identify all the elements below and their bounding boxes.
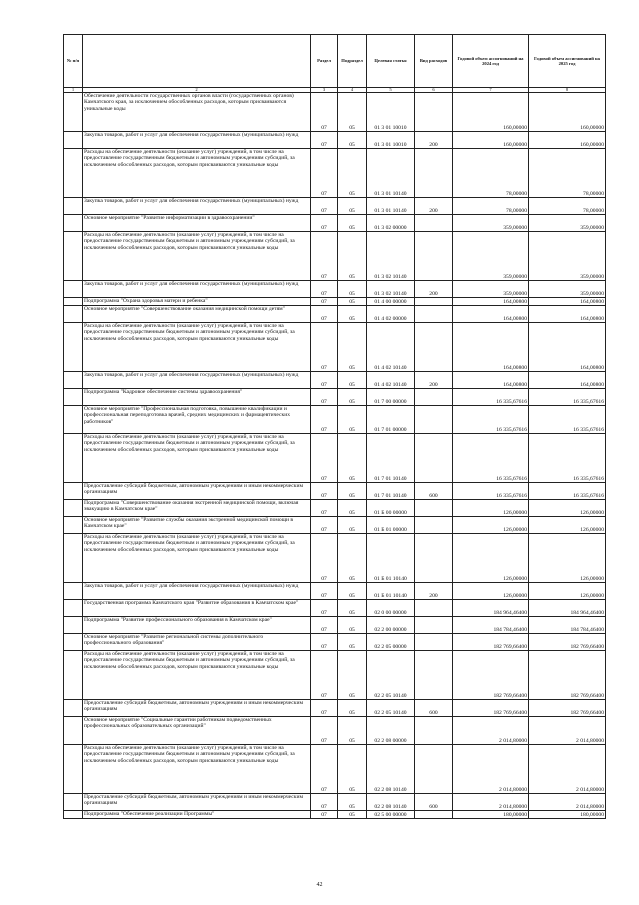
row-target-article: 01 7 01 10140 [367, 483, 415, 500]
row-expense-type: 600 [415, 794, 453, 811]
table-row [64, 583, 606, 600]
row-name: Основное мероприятие "Совершенствование оказания медицинской помощи детям" [83, 306, 311, 323]
column-number: 4 [338, 88, 367, 93]
row-volume-2024: 126,00000 [453, 583, 529, 600]
row-expense-type [415, 298, 453, 306]
row-target-article: 02 0 00 00000 [367, 600, 415, 617]
row-subsection: 05 [338, 745, 367, 794]
row-volume-2024: 164,00800 [453, 306, 529, 323]
row-volume-2025: 16 335,67616 [529, 434, 606, 483]
row-section: 07 [311, 406, 338, 434]
row-section: 07 [311, 811, 338, 819]
row-target-article: 01 7 01 10140 [367, 434, 415, 483]
row-target-article: 01 7 00 00000 [367, 389, 415, 406]
row-number [64, 323, 83, 372]
header-expense-type: Вид расходов [415, 35, 453, 88]
table-row [64, 306, 606, 323]
row-name: Закупка товаров, работ и услуг для обеспечения государственных (муниципальных) нужд [83, 372, 311, 389]
row-section: 07 [311, 583, 338, 600]
row-volume-2025: 78,00000 [529, 198, 606, 215]
column-number: 3 [311, 88, 338, 93]
row-subsection: 05 [338, 132, 367, 149]
table-row [64, 215, 606, 232]
row-name: Основное мероприятие "Профессиональная подготовка, повышение квалификации и профессиональная переподготовка врачей, средних медицинских и фармацевтических работников" [83, 406, 311, 434]
row-name: Государственная программа Камчатского края "Развитие образования в Камчатском крае" [83, 600, 311, 617]
row-expense-type [415, 434, 453, 483]
row-volume-2024: 359,00000 [453, 281, 529, 298]
row-section: 07 [311, 717, 338, 745]
header-volume-2024: Годовой объем ассигнований на 2024 год [453, 35, 529, 88]
row-section: 07 [311, 323, 338, 372]
row-number [64, 500, 83, 517]
row-subsection: 05 [338, 389, 367, 406]
row-number [64, 215, 83, 232]
row-volume-2024: 182 769,66400 [453, 634, 529, 651]
row-subsection: 05 [338, 794, 367, 811]
row-target-article: 01 4 00 00000 [367, 298, 415, 306]
row-subsection: 05 [338, 232, 367, 281]
row-volume-2024: 126,00000 [453, 534, 529, 583]
row-volume-2024: 2 014,80000 [453, 745, 529, 794]
row-volume-2025: 164,00800 [529, 372, 606, 389]
row-volume-2025: 126,00000 [529, 500, 606, 517]
row-expense-type [415, 634, 453, 651]
row-section: 07 [311, 517, 338, 534]
table-row [64, 534, 606, 583]
table-row [64, 298, 606, 306]
row-target-article: 01 7 01 00000 [367, 406, 415, 434]
row-volume-2025: 180,00000 [529, 811, 606, 819]
row-target-article: 01 4 02 00000 [367, 306, 415, 323]
row-subsection: 05 [338, 198, 367, 215]
row-expense-type [415, 534, 453, 583]
row-section: 07 [311, 281, 338, 298]
row-target-article: 02 2 08 10140 [367, 745, 415, 794]
row-name: Предоставление субсидий бюджетным, автономным учреждениям и иным некоммерческим организациям [83, 700, 311, 717]
row-section: 07 [311, 434, 338, 483]
row-section: 07 [311, 372, 338, 389]
table-row [64, 700, 606, 717]
row-target-article: 01 4 02 10140 [367, 372, 415, 389]
row-volume-2024: 2 014,80000 [453, 717, 529, 745]
row-number [64, 700, 83, 717]
header-volume-2025: Годовой объем ассигнований на 2025 год [529, 35, 606, 88]
row-subsection: 05 [338, 651, 367, 700]
row-name: Закупка товаров, работ и услуг для обеспечения государственных (муниципальных) нужд [83, 281, 311, 298]
row-volume-2025: 359,00000 [529, 215, 606, 232]
row-number [64, 434, 83, 483]
row-name: Обеспечение деятельности государственных органов власти (государственных органов) Камчатского края, за исключением обособленных расходов, которым присваиваются уникальные коды [83, 93, 311, 132]
table-row [64, 434, 606, 483]
row-number [64, 406, 83, 434]
row-section: 07 [311, 132, 338, 149]
row-volume-2024: 164,00800 [453, 372, 529, 389]
row-subsection: 05 [338, 406, 367, 434]
row-expense-type [415, 717, 453, 745]
row-subsection: 05 [338, 323, 367, 372]
row-subsection: 05 [338, 717, 367, 745]
row-volume-2025: 164,00800 [529, 306, 606, 323]
row-volume-2024: 78,00000 [453, 198, 529, 215]
row-volume-2024: 164,00800 [453, 323, 529, 372]
row-target-article: 02 2 08 00000 [367, 717, 415, 745]
row-number [64, 794, 83, 811]
header-subsection: Подраздел [338, 35, 367, 88]
table-row [64, 717, 606, 745]
row-target-article: 01 3 01 10010 [367, 132, 415, 149]
row-name: Закупка товаров, работ и услуг для обеспечения государственных (муниципальных) нужд [83, 583, 311, 600]
row-expense-type [415, 149, 453, 198]
table-row [64, 132, 606, 149]
row-name: Подпрограмма "Развитие профессионального образования в Камчатском крае" [83, 617, 311, 634]
row-subsection: 05 [338, 500, 367, 517]
row-section: 07 [311, 483, 338, 500]
row-target-article: 02 2 00 00000 [367, 617, 415, 634]
row-volume-2024: 126,00000 [453, 517, 529, 534]
table-row [64, 372, 606, 389]
row-number [64, 600, 83, 617]
row-target-article: 01 3 02 00000 [367, 215, 415, 232]
row-section: 07 [311, 198, 338, 215]
row-expense-type [415, 406, 453, 434]
row-target-article: 01 Б 01 10140 [367, 583, 415, 600]
row-volume-2025: 359,00000 [529, 232, 606, 281]
row-number [64, 717, 83, 745]
row-number [64, 198, 83, 215]
row-volume-2024: 16 335,67616 [453, 389, 529, 406]
table-row [64, 232, 606, 281]
table-row [64, 634, 606, 651]
row-section: 07 [311, 794, 338, 811]
row-number [64, 517, 83, 534]
row-section: 07 [311, 500, 338, 517]
table-row [64, 93, 606, 132]
row-number [64, 298, 83, 306]
row-target-article: 01 Б 01 10140 [367, 534, 415, 583]
column-number: 8 [529, 88, 606, 93]
row-expense-type: 200 [415, 372, 453, 389]
row-expense-type [415, 93, 453, 132]
row-number [64, 93, 83, 132]
row-volume-2024: 182 769,66400 [453, 700, 529, 717]
row-volume-2024: 78,00000 [453, 149, 529, 198]
row-section: 07 [311, 651, 338, 700]
row-name: Расходы на обеспечение деятельности (оказание услуг) учреждений, в том числе на предоставление государственным бюджетным и автономным учреждениям субсидий, за исключением обособленных расходов, которым присваиваются уникальные коды [83, 232, 311, 281]
row-expense-type [415, 617, 453, 634]
row-volume-2024: 16 335,67616 [453, 406, 529, 434]
row-target-article: 01 4 02 10140 [367, 323, 415, 372]
row-volume-2024: 16 335,67616 [453, 434, 529, 483]
row-section: 07 [311, 93, 338, 132]
row-number [64, 634, 83, 651]
row-volume-2024: 2 014,80000 [453, 794, 529, 811]
row-number [64, 232, 83, 281]
table-row [64, 281, 606, 298]
row-number [64, 389, 83, 406]
row-number [64, 617, 83, 634]
row-number [64, 483, 83, 500]
row-volume-2024: 16 335,67616 [453, 483, 529, 500]
row-volume-2025: 126,00000 [529, 583, 606, 600]
row-volume-2025: 126,00000 [529, 517, 606, 534]
row-name: Основное мероприятие "Развитие региональной системы дополнительного профессионального образования" [83, 634, 311, 651]
header-target-article: Целевая статья [367, 35, 415, 88]
row-name: Расходы на обеспечение деятельности (оказание услуг) учреждений, в том числе на предоставление государственным бюджетным и автономным учреждениям субсидий, за исключением обособленных расходов, которым присваиваются уникальные коды [83, 434, 311, 483]
row-subsection: 05 [338, 600, 367, 617]
row-volume-2025: 16 335,67616 [529, 389, 606, 406]
row-section: 07 [311, 306, 338, 323]
row-target-article: 01 3 01 10140 [367, 198, 415, 215]
row-target-article: 01 3 01 10140 [367, 149, 415, 198]
row-name: Подпрограмма "Кадровое обеспечение системы здравоохранения" [83, 389, 311, 406]
row-section: 07 [311, 534, 338, 583]
row-section: 07 [311, 700, 338, 717]
row-expense-type [415, 651, 453, 700]
row-expense-type [415, 500, 453, 517]
row-name: Основное мероприятие "Социальные гарантии работникам подведомственных профессиональных образовательных организаций" [83, 717, 311, 745]
row-subsection: 05 [338, 306, 367, 323]
row-expense-type [415, 306, 453, 323]
row-number [64, 132, 83, 149]
row-name: Подпрограмма "Обеспечение реализации Программы" [83, 811, 311, 819]
row-section: 07 [311, 298, 338, 306]
row-name: Основное мероприятие "Развитие информатизации в здравоохранении" [83, 215, 311, 232]
row-subsection: 05 [338, 583, 367, 600]
row-volume-2024: 182 769,66400 [453, 651, 529, 700]
row-name: Расходы на обеспечение деятельности (оказание услуг) учреждений, в том числе на предоставление государственным бюджетным и автономным учреждениям субсидий, за исключением обособленных расходов, которым присваиваются уникальные коды [83, 651, 311, 700]
row-number [64, 149, 83, 198]
header-name [83, 35, 311, 88]
page-number: 42 [316, 882, 323, 888]
row-name: Предоставление субсидий бюджетным, автономным учреждениям и иным некоммерческим организациям [83, 483, 311, 500]
row-name: Подпрограмма "Совершенствование оказания экстренной медицинской помощи, включая эвакуацию в Камчатском крае" [83, 500, 311, 517]
column-number: 2 [83, 88, 311, 93]
row-name: Закупка товаров, работ и услуг для обеспечения государственных (муниципальных) нужд [83, 132, 311, 149]
row-expense-type [415, 232, 453, 281]
row-volume-2025: 2 014,80000 [529, 794, 606, 811]
row-section: 07 [311, 149, 338, 198]
row-number [64, 306, 83, 323]
row-name: Подпрограмма "Охрана здоровья матери и ребенка" [83, 298, 311, 306]
row-volume-2025: 182 769,66400 [529, 700, 606, 717]
table-row [64, 794, 606, 811]
row-volume-2025: 2 014,80000 [529, 717, 606, 745]
row-subsection: 05 [338, 281, 367, 298]
row-name: Предоставление субсидий бюджетным, автономным учреждениям и иным некоммерческим организациям [83, 794, 311, 811]
row-section: 07 [311, 617, 338, 634]
table-row [64, 323, 606, 372]
table-row [64, 811, 606, 819]
row-volume-2025: 182 769,66400 [529, 651, 606, 700]
column-number: 5 [367, 88, 415, 93]
row-number [64, 651, 83, 700]
row-volume-2025: 182 769,66400 [529, 634, 606, 651]
header-row [64, 35, 606, 88]
row-target-article: 02 2 05 10140 [367, 651, 415, 700]
row-target-article: 02 2 05 00000 [367, 634, 415, 651]
row-subsection: 05 [338, 434, 367, 483]
row-number [64, 281, 83, 298]
row-section: 07 [311, 745, 338, 794]
row-target-article: 02 2 05 10140 [367, 700, 415, 717]
row-section: 07 [311, 600, 338, 617]
row-subsection: 05 [338, 811, 367, 819]
column-number: 7 [453, 88, 529, 93]
table-row [64, 406, 606, 434]
row-volume-2025: 160,00000 [529, 132, 606, 149]
row-section: 07 [311, 232, 338, 281]
row-section: 07 [311, 389, 338, 406]
row-number [64, 745, 83, 794]
row-volume-2025: 164,00800 [529, 323, 606, 372]
row-name: Расходы на обеспечение деятельности (оказание услуг) учреждений, в том числе на предоставление государственным бюджетным и автономным учреждениям субсидий, за исключением обособленных расходов, которым присваиваются уникальные коды [83, 745, 311, 794]
row-volume-2025: 16 335,67616 [529, 406, 606, 434]
row-expense-type: 600 [415, 700, 453, 717]
row-subsection: 05 [338, 215, 367, 232]
row-name: Расходы на обеспечение деятельности (оказание услуг) учреждений, в том числе на предоставление государственным бюджетным и автономным учреждениям субсидий, за исключением обособленных расходов, которым присваиваются уникальные коды [83, 149, 311, 198]
row-expense-type [415, 323, 453, 372]
column-number: 1 [64, 88, 83, 93]
row-expense-type [415, 745, 453, 794]
row-volume-2025: 184 784,46400 [529, 617, 606, 634]
row-expense-type: 200 [415, 132, 453, 149]
row-volume-2025: 164,00800 [529, 298, 606, 306]
row-target-article: 01 3 02 10140 [367, 232, 415, 281]
row-expense-type: 200 [415, 583, 453, 600]
row-target-article: 01 Б 00 00000 [367, 500, 415, 517]
row-number [64, 372, 83, 389]
row-volume-2024: 184 784,46400 [453, 617, 529, 634]
row-expense-type [415, 600, 453, 617]
table-row [64, 149, 606, 198]
row-name: Расходы на обеспечение деятельности (оказание услуг) учреждений, в том числе на предоставление государственным бюджетным и автономным учреждениям субсидий, за исключением обособленных расходов, которым присваиваются уникальные коды [83, 534, 311, 583]
row-subsection: 05 [338, 149, 367, 198]
table-row [64, 617, 606, 634]
row-volume-2025: 160,00000 [529, 93, 606, 132]
row-target-article: 02 5 00 00000 [367, 811, 415, 819]
table-row [64, 651, 606, 700]
row-name: Закупка товаров, работ и услуг для обеспечения государственных (муниципальных) нужд [83, 198, 311, 215]
row-expense-type [415, 811, 453, 819]
row-volume-2024: 359,00000 [453, 215, 529, 232]
row-volume-2025: 78,00000 [529, 149, 606, 198]
row-subsection: 05 [338, 483, 367, 500]
row-volume-2025: 126,00000 [529, 534, 606, 583]
row-subsection: 05 [338, 634, 367, 651]
table-row [64, 389, 606, 406]
budget-table [63, 34, 606, 819]
row-volume-2025: 2 014,80000 [529, 745, 606, 794]
table-row [64, 483, 606, 500]
row-subsection: 05 [338, 372, 367, 389]
row-section: 07 [311, 215, 338, 232]
row-subsection: 05 [338, 93, 367, 132]
row-target-article: 02 2 08 10140 [367, 794, 415, 811]
header-section: Раздел [311, 35, 338, 88]
table-row [64, 198, 606, 215]
row-expense-type: 200 [415, 198, 453, 215]
row-expense-type [415, 517, 453, 534]
header-number: № п/п [64, 35, 83, 88]
table-row [64, 745, 606, 794]
row-subsection: 05 [338, 298, 367, 306]
row-volume-2025: 16 335,67616 [529, 483, 606, 500]
row-name: Основное мероприятие "Развитие службы оказания экстренной медицинской помощи в Камчатском крае" [83, 517, 311, 534]
row-subsection: 05 [338, 517, 367, 534]
row-volume-2024: 359,00000 [453, 232, 529, 281]
table-row [64, 500, 606, 517]
row-expense-type [415, 215, 453, 232]
column-number: 6 [415, 88, 453, 93]
row-target-article: 01 Б 01 00000 [367, 517, 415, 534]
row-expense-type [415, 389, 453, 406]
row-section: 07 [311, 634, 338, 651]
table-row [64, 517, 606, 534]
row-volume-2024: 160,00000 [453, 132, 529, 149]
row-volume-2024: 126,00000 [453, 500, 529, 517]
row-subsection: 05 [338, 534, 367, 583]
row-expense-type: 200 [415, 281, 453, 298]
row-subsection: 05 [338, 617, 367, 634]
row-volume-2024: 164,00800 [453, 298, 529, 306]
row-volume-2024: 160,00000 [453, 93, 529, 132]
table-row [64, 600, 606, 617]
row-expense-type: 600 [415, 483, 453, 500]
row-volume-2024: 184 964,46400 [453, 600, 529, 617]
row-target-article: 01 3 02 10140 [367, 281, 415, 298]
row-number [64, 534, 83, 583]
row-volume-2025: 359,00000 [529, 281, 606, 298]
row-volume-2025: 184 964,46400 [529, 600, 606, 617]
row-number [64, 811, 83, 819]
row-name: Расходы на обеспечение деятельности (оказание услуг) учреждений, в том числе на предоставление государственным бюджетным и автономным учреждениям субсидий, за исключением обособленных расходов, которым присваиваются уникальные коды [83, 323, 311, 372]
row-subsection: 05 [338, 700, 367, 717]
row-volume-2024: 180,00000 [453, 811, 529, 819]
row-target-article: 01 3 01 10010 [367, 93, 415, 132]
row-number [64, 583, 83, 600]
